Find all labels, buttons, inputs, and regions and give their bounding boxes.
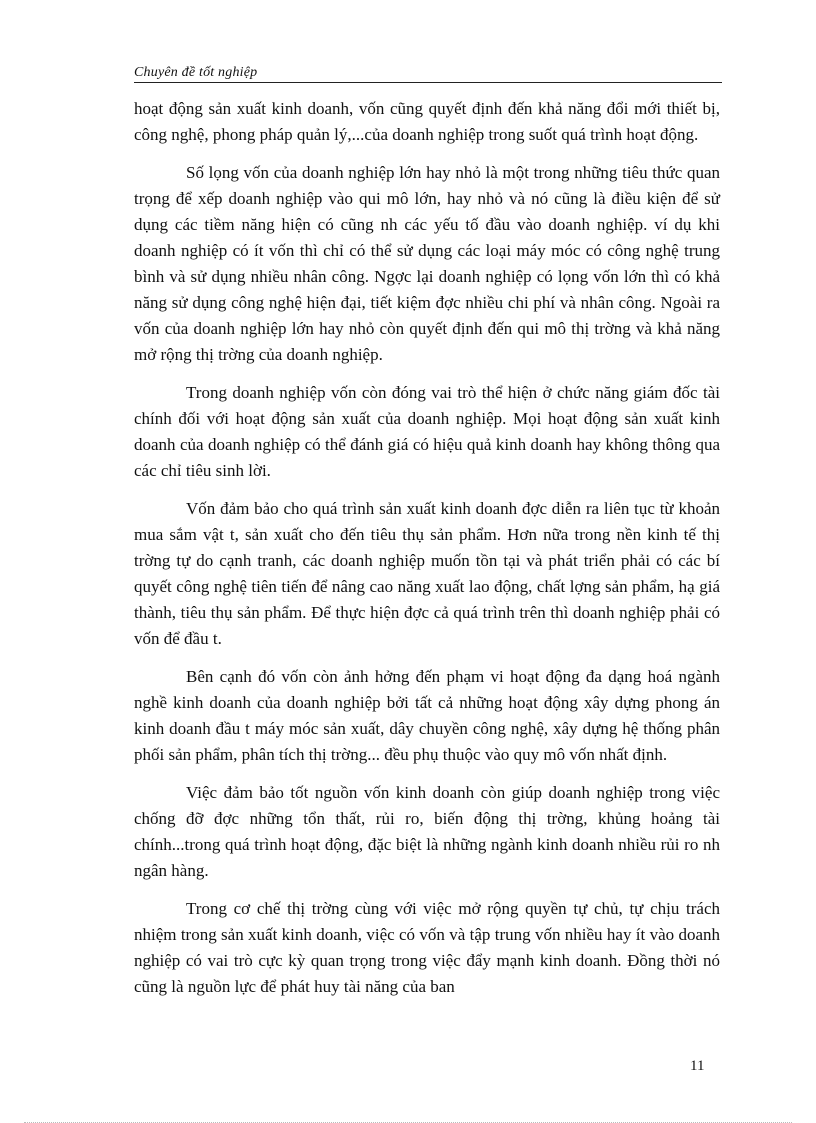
page-number: 11 xyxy=(690,1058,705,1074)
paragraph: Vốn đảm bảo cho quá trình sản xuất kinh doanh đợc diễn ra liên tục từ khoản mua sắm vật t, sản xuất cho đến tiêu thụ sản phẩm. Hơn nữa trong nền kinh tế thị trờng tự do cạnh tranh, các doanh nghiệp muốn tồn tại và phát triển phải có các bí quyết công nghệ tiên tiến để nâng cao năng xuất lao động, chất lợng sản phẩm, hạ giá thành, tiêu thụ sản phẩm. Để thực hiện đợc cả quá trình trên thì doanh nghiệp phải có vốn để đầu t. xyxy=(134,499,720,648)
header-title: Chuyên đề tốt nghiệp xyxy=(134,65,258,80)
page-header xyxy=(134,64,722,83)
paragraph: Trong cơ chế thị trờng cùng với việc mở rộng quyền tự chủ, tự chịu trách nhiệm trong sản xuất kinh doanh, việc có vốn và tập trung vốn nhiều hay ít vào doanh nghiệp có vai trò cực kỳ quan trọng trong việc đẩy mạnh kinh doanh. Đồng thời nó cũng là nguồn lực để phát huy tài năng của ban xyxy=(134,899,720,996)
paragraph: Trong doanh nghiệp vốn còn đóng vai trò thể hiện ở chức năng giám đốc tài chính đối với hoạt động sản xuất của doanh nghiệp. Mọi hoạt động sản xuất kinh doanh của doanh nghiệp có thể đánh giá có hiệu quả kinh doanh hay không thông qua các chỉ tiêu sinh lời. xyxy=(134,383,720,480)
paragraph: hoạt động sản xuất kinh doanh, vốn cũng quyết định đến khả năng đổi mới thiết bị, công nghệ, phong pháp quản lý,...của doanh nghiệp trong suốt quá trình hoạt động. xyxy=(134,99,720,144)
body-text xyxy=(134,96,720,1012)
paragraph: Bên cạnh đó vốn còn ảnh hởng đến phạm vi hoạt động đa dạng hoá ngành nghề kinh doanh của doanh nghiệp bởi tất cả những hoạt động xây dựng phong án kinh doanh đầu t máy móc sản xuất, dây chuyền công nghệ, xây dựng hệ thống phân phối sản phẩm, phân tích thị trờng... đều phụ thuộc vào quy mô vốn nhất định. xyxy=(134,667,720,764)
paragraph: Việc đảm bảo tốt nguồn vốn kinh doanh còn giúp doanh nghiệp trong việc chống đỡ đợc những tổn thất, rủi ro, biến động thị trờng, khủng hoảng tài chính...trong quá trình hoạt động, đặc biệt là những ngành kinh doanh nhiều rủi ro nh ngân hàng. xyxy=(134,783,720,880)
paragraph: Số lọng vốn của doanh nghiệp lớn hay nhỏ là một trong những tiêu thức quan trọng để xếp doanh nghiệp vào qui mô lớn, hay nhỏ và nó cũng là điều kiện để sử dụng các tiềm năng hiện có cũng nh các yếu tố đầu vào doanh nghiệp. ví dụ khi doanh nghiệp có ít vốn thì chỉ có thể sử dụng các loại máy móc có công nghệ trung bình và sử dụng nhiều nhân công. Ngợc lại doanh nghiệp có lọng vốn lớn thì có khả năng sử dụng công nghệ hiện đại, tiết kiệm đợc nhiều chi phí và nhân công. Ngoài ra vốn của doanh nghiệp lớn hay nhỏ còn quyết định đến qui mô thị trờng và khả năng mở rộng thị trờng của doanh nghiệp. xyxy=(134,163,720,364)
